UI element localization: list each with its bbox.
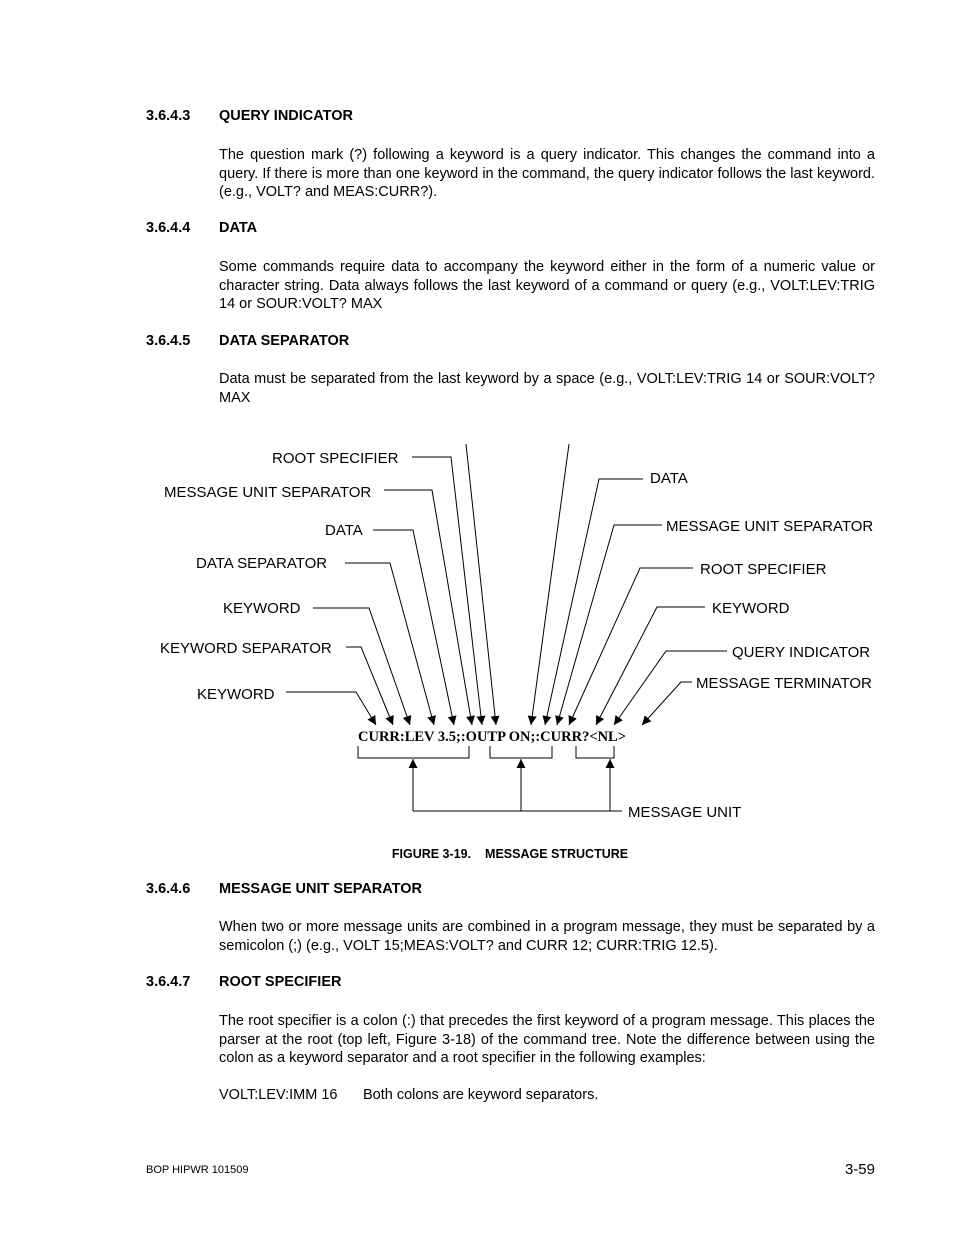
label-keyword-left-lower: KEYWORD [197, 686, 275, 703]
leader-keyword-right [596, 607, 705, 725]
leader-message-terminator [642, 682, 692, 725]
section-title: DATA [219, 220, 258, 236]
example-line [219, 1087, 598, 1103]
label-root-specifier-right: ROOT SPECIFIER [700, 561, 827, 578]
example-command: VOLT:LEV:IMM 16 [219, 1087, 338, 1103]
figure-caption-title: MESSAGE STRUCTURE [485, 847, 629, 861]
label-keyword-right: KEYWORD [712, 600, 790, 617]
message-unit-bracket-3 [576, 746, 614, 758]
section-body-root-specifier: The root specifier is a colon (:) that precedes the first keyword of a program message. This places the parser at the root (top left, Figure 3-18) of the command tree. Note the difference between using the colon as a keyword separator and a root specifier in the following examples: [219, 1013, 875, 1066]
label-query-indicator: QUERY INDICATOR [732, 644, 871, 661]
section-number: 3.6.4.3 [146, 108, 191, 124]
example-description: Both colons are keyword separators. [363, 1087, 599, 1103]
section-title: MESSAGE UNIT SEPARATOR [219, 881, 423, 897]
section-title: DATA SEPARATOR [219, 333, 350, 349]
label-keyword-separator-left: KEYWORD SEPARATOR [160, 640, 332, 657]
section-number: 3.6.4.7 [146, 974, 191, 990]
section-number: 3.6.4.5 [146, 333, 191, 349]
section-heading-root-specifier [146, 974, 341, 990]
label-root-specifier-left: ROOT SPECIFIER [272, 450, 399, 467]
section-title: QUERY INDICATOR [219, 108, 354, 124]
section-heading-data [146, 220, 257, 236]
section-body-data: Some commands require data to accompany the keyword either in the form of a numeric value or character string. Data always follows the last keyword of a command or query (e.g., VOLT:LEV:TRIG 14 or SOUR:VOLT? MAX [219, 259, 875, 312]
leader-extra-right [531, 444, 569, 725]
leader-keyword-left-lower [286, 692, 376, 725]
section-body-message-unit-separator: When two or more message units are combined in a program message, they must be separated by a semicolon (;) (e.g., VOLT 15;MEAS:VOLT? and CURR 12; CURR:TRIG 12.5). [219, 919, 875, 954]
section-title: ROOT SPECIFIER [219, 974, 342, 990]
leader-data-left [373, 530, 454, 725]
section-body-data-separator: Data must be separated from the last keyword by a space (e.g., VOLT:LEV:TRIG 14 or SOUR:VOLT? MAX [219, 371, 875, 406]
section-heading-data-separator [146, 333, 349, 349]
section-number: 3.6.4.6 [146, 881, 191, 897]
message-unit-bracket-1 [358, 746, 469, 758]
label-keyword-left-upper: KEYWORD [223, 600, 301, 617]
figure-caption-number: FIGURE 3-19. [391, 847, 472, 861]
footer-document-id: BOP HIPWR 101509 [146, 1164, 249, 1176]
label-message-terminator: MESSAGE TERMINATOR [696, 675, 872, 692]
label-data-left: DATA [325, 522, 363, 539]
footer-page-number: 3-59 [844, 1161, 875, 1178]
section-heading-query-indicator [146, 108, 353, 124]
label-message-unit-separator-left: MESSAGE UNIT SEPARATOR [164, 484, 372, 501]
figure-caption [0, 847, 954, 861]
leader-keyword-left-upper [313, 608, 410, 725]
leader-data-separator-left [345, 563, 434, 725]
section-number: 3.6.4.4 [146, 220, 191, 236]
leader-keyword-separator-left [346, 647, 393, 725]
label-message-unit: MESSAGE UNIT [628, 804, 742, 821]
message-unit-bracket-2 [490, 746, 552, 758]
section-heading-message-unit-separator [146, 881, 422, 897]
label-message-unit-separator-right: MESSAGE UNIT SEPARATOR [666, 518, 874, 535]
leader-message-unit-separator-right [557, 525, 662, 725]
leader-extra-left [466, 444, 496, 725]
label-data-separator-left: DATA SEPARATOR [196, 555, 328, 572]
section-body-query-indicator: The question mark (?) following a keyword is a query indicator. This changes the command into a query. If there is more than one keyword in the command, the query indicator follows the last keyword. (e.g., VOLT? and MEAS:CURR?). [219, 147, 875, 200]
command-string: CURR:LEV 3.5;:OUTP ON;:CURR?<NL> [358, 729, 626, 745]
label-data-right: DATA [650, 470, 688, 487]
message-structure-figure [0, 430, 954, 830]
